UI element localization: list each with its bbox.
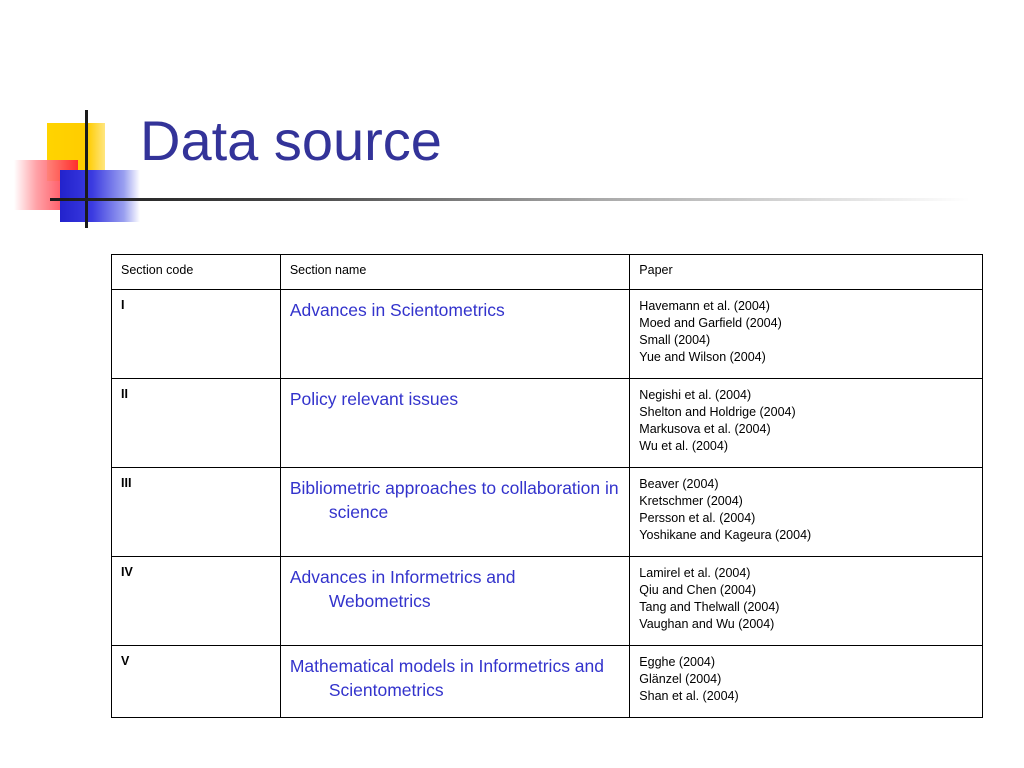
paper-list-cell <box>630 290 983 379</box>
section-code-cell: I <box>112 290 281 379</box>
section-code-cell: V <box>112 646 281 718</box>
section-name-text: Advances in Scientometrics <box>289 300 505 320</box>
paper-item: Beaver (2004) <box>639 477 719 491</box>
paper-item: Small (2004) <box>639 333 711 347</box>
table-header-row <box>112 255 983 290</box>
paper-item: Persson et al. (2004) <box>639 511 756 525</box>
paper-item: Kretschmer (2004) <box>639 494 743 508</box>
table-row <box>112 646 983 718</box>
section-code-cell: II <box>112 379 281 468</box>
title-underline <box>50 198 970 201</box>
section-name-text: Policy relevant issues <box>289 389 459 409</box>
section-name-cell <box>280 379 629 468</box>
paper-item: Shan et al. (2004) <box>639 689 739 703</box>
data-source-table <box>111 254 983 718</box>
paper-item: Lamirel et al. (2004) <box>639 566 751 580</box>
paper-list-cell <box>630 468 983 557</box>
paper-item: Glänzel (2004) <box>639 672 722 686</box>
paper-item: Markusova et al. (2004) <box>639 422 771 436</box>
paper-item: Wu et al. (2004) <box>639 439 728 453</box>
paper-item: Qiu and Chen (2004) <box>639 583 757 597</box>
header-section-code: Section code <box>112 255 281 290</box>
logo-vertical-line <box>85 110 88 228</box>
paper-item: Yue and Wilson (2004) <box>639 350 766 364</box>
section-name-text: Mathematical models in Informetrics and Scientometrics <box>289 656 604 700</box>
section-name-text: Advances in Informetrics and Webometrics <box>289 567 516 611</box>
paper-list-cell <box>630 557 983 646</box>
paper-item: Tang and Thelwall (2004) <box>639 600 780 614</box>
section-name-cell <box>280 468 629 557</box>
paper-item: Havemann et al. (2004) <box>639 299 770 313</box>
section-name-cell <box>280 557 629 646</box>
table-row <box>112 290 983 379</box>
table-row <box>112 468 983 557</box>
paper-list-cell <box>630 379 983 468</box>
section-code-cell: IV <box>112 557 281 646</box>
paper-item: Vaughan and Wu (2004) <box>639 617 775 631</box>
paper-item: Egghe (2004) <box>639 655 716 669</box>
paper-item: Moed and Garfield (2004) <box>639 316 782 330</box>
logo-blue-square <box>60 170 140 222</box>
paper-item: Negishi et al. (2004) <box>639 388 752 402</box>
slide-title: Data source <box>140 109 442 172</box>
paper-item: Yoshikane and Kageura (2004) <box>639 528 812 542</box>
section-name-text: Bibliometric approaches to collaboration in science <box>289 478 619 522</box>
table-row <box>112 379 983 468</box>
header-section-name: Section name <box>280 255 629 290</box>
section-name-cell <box>280 290 629 379</box>
table-row <box>112 557 983 646</box>
header-paper: Paper <box>630 255 983 290</box>
section-name-cell <box>280 646 629 718</box>
section-code-cell: III <box>112 468 281 557</box>
paper-list-cell <box>630 646 983 718</box>
paper-item: Shelton and Holdrige (2004) <box>639 405 796 419</box>
